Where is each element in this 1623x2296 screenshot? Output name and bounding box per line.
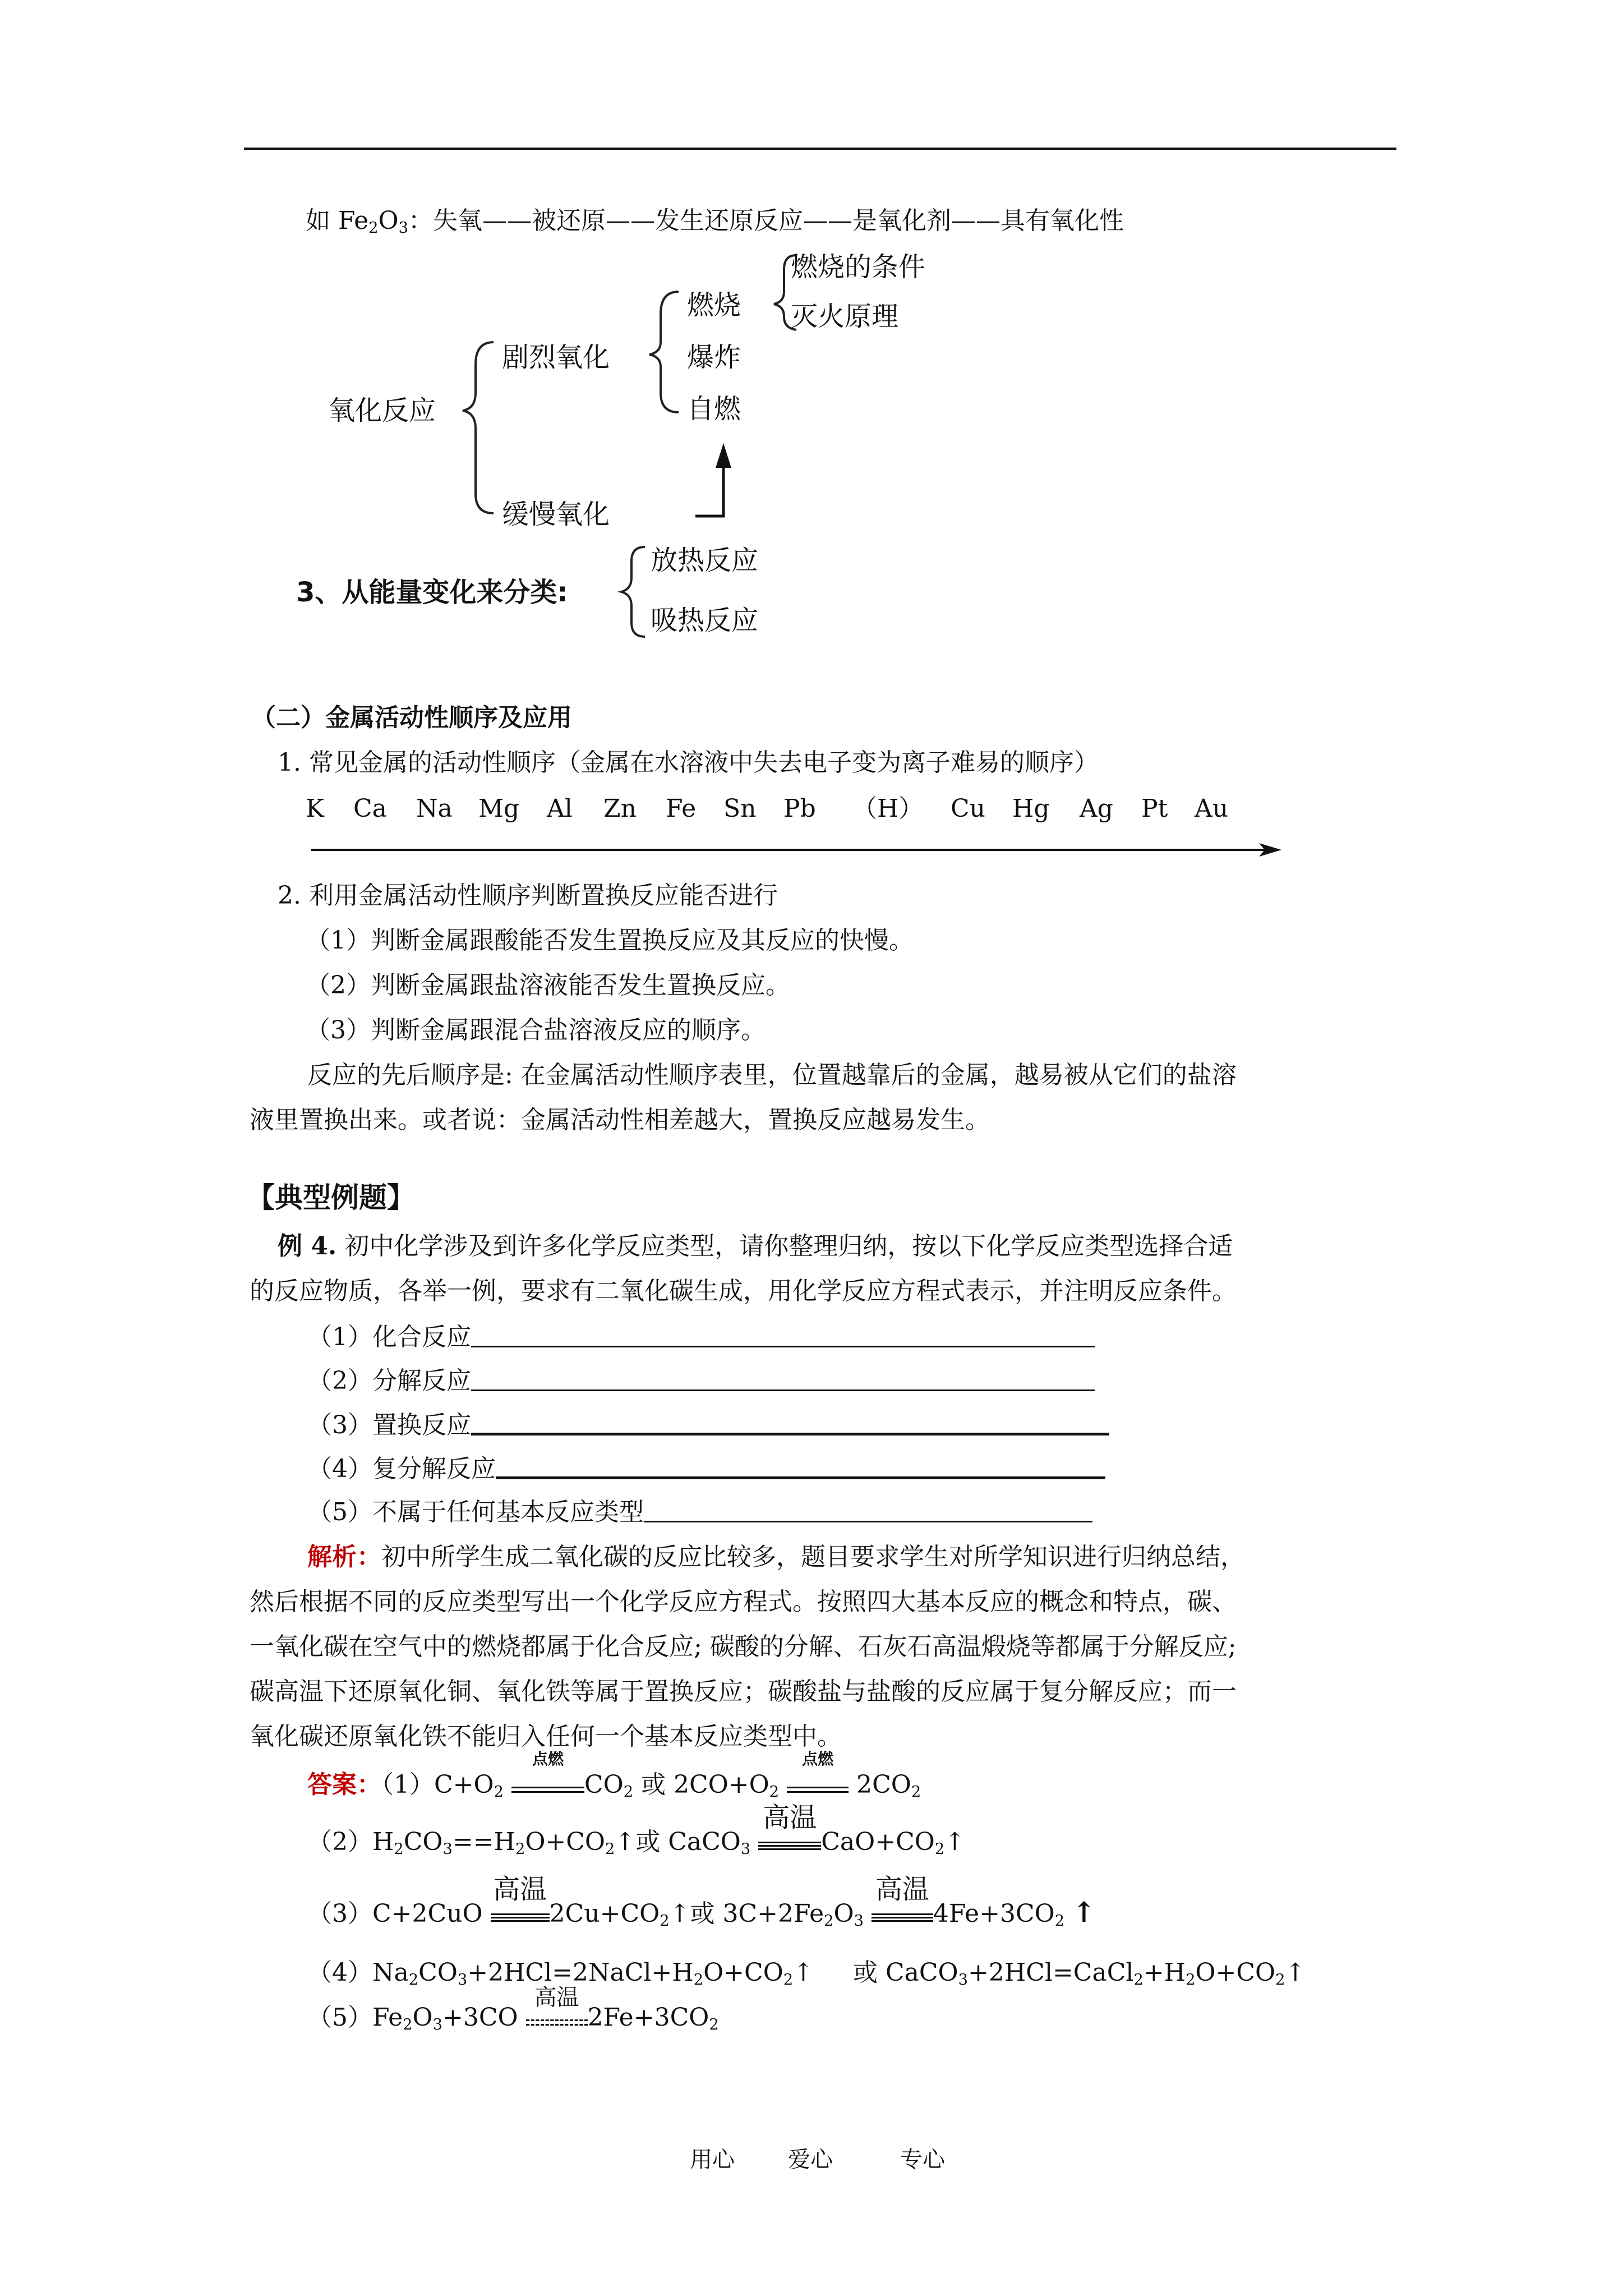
section2-para-line2: 液里置换出来。或者说：金属活动性相差越大，置换反应越易发生。 bbox=[250, 1106, 990, 1134]
examples-heading: 【典型例题】 bbox=[247, 1181, 415, 1214]
diagram-slow: 缓慢氧化 bbox=[502, 499, 610, 530]
metal-Fe: Fe bbox=[666, 794, 697, 823]
metal-Al: Al bbox=[547, 794, 573, 823]
condition-ignite-1: 点燃 bbox=[511, 1768, 584, 1793]
metal-Pt: Pt bbox=[1141, 794, 1168, 823]
section2-title: （二）金属活动性顺序及应用 bbox=[251, 703, 572, 732]
diagram-burning: 燃烧 bbox=[687, 289, 741, 321]
condition-high-temp-3b: 高温 bbox=[872, 1904, 933, 1922]
question-1: （1）化合反应 bbox=[307, 1325, 1095, 1350]
metal-Cu: Cu bbox=[951, 794, 986, 823]
metal-Ag: Ag bbox=[1080, 794, 1113, 823]
metal-Zn: Zn bbox=[603, 794, 637, 823]
analysis-line4: 碳高温下还原氧化铜、氧化铁等属于置换反应；碳酸盐与盐酸的反应属于复分解反应；而一 bbox=[250, 1677, 1237, 1706]
answer-5: $(5)Fe_2O_3+3CO$ 高温 $2Fe+3CO_2$ bbox=[307, 1985, 719, 2033]
footer-word-1: 用心 bbox=[690, 2147, 735, 2173]
energy-exothermic: 放热反应 bbox=[651, 545, 759, 576]
question-4: （4）复分解反应 bbox=[307, 1456, 1105, 1481]
energy-endothermic: 吸热反应 bbox=[651, 605, 759, 636]
activity-arrow bbox=[303, 839, 1290, 861]
metal-Mg: Mg bbox=[478, 794, 520, 823]
answer-3: （3）C+2CuO 高温 $2Cu+CO_2↑$或 $3C+2Fe_2O_3$ 高温 $4Fe+3CO_2$ ↑ bbox=[307, 1874, 1096, 1930]
metal-Sn: Sn bbox=[723, 794, 757, 823]
analysis-line3: 一氧化碳在空气中的燃烧都属于化合反应; 碳酸的分解、石灰石高温煅烧等都属于分解反应; bbox=[250, 1632, 1237, 1661]
example-line2: 的反应物质，各举一例，要求有二氧化碳生成，用化学反应方程式表示，并注明反应条件。 bbox=[250, 1277, 1237, 1305]
diagram-spontaneous: 自燃 bbox=[687, 393, 741, 425]
metal-Au: Au bbox=[1195, 794, 1229, 823]
answer-2: $(2)H_2CO_3==H_2O+CO_2↑$或 CaCO$_3$ 高温 $CaO+CO_2↑$ bbox=[307, 1802, 966, 1858]
section2-item1: 1. 常见金属的活动性顺序（金属在水溶液中失去电子变为离子难易的顺序） bbox=[278, 748, 1099, 777]
diagram-brackets bbox=[0, 0, 1623, 673]
section2-sub1: （1）判断金属跟酸能否发生置换反应及其反应的快慢。 bbox=[306, 926, 914, 955]
metal-Hg: Hg bbox=[1012, 794, 1050, 823]
question-3: （3）置换反应 bbox=[307, 1412, 1109, 1438]
diagram-burn-condition: 燃烧的条件 bbox=[791, 251, 926, 283]
condition-ignite-2: 点燃 bbox=[787, 1768, 849, 1793]
section2-item2: 2. 利用金属活动性顺序判断置换反应能否进行 bbox=[278, 881, 778, 910]
answer-4: $(4)Na_2CO_3+2HCl=2NaCl+H_2O+CO_2↑$ 或 $CaCO_3+2HCl=CaCl_2+H_2O+CO_2↑$ bbox=[307, 1958, 1306, 1989]
question-5: （5）不属于任何基本反应类型 bbox=[307, 1500, 1092, 1525]
energy-heading: 3、从能量变化来分类: bbox=[296, 577, 568, 608]
metal-K: K bbox=[306, 794, 324, 823]
metal-Ca: Ca bbox=[353, 794, 387, 823]
condition-high-temp-5: 高温 bbox=[526, 2007, 588, 2026]
section2-sub2: （2）判断金属跟盐溶液能否发生置换反应。 bbox=[306, 971, 790, 1000]
section2-sub3: （3）判断金属跟混合盐溶液反应的顺序。 bbox=[306, 1016, 766, 1045]
condition-high-temp-2: 高温 bbox=[758, 1832, 821, 1850]
answer-1: 答案：$(1)C+O_2$ 点燃 $CO_2$ 或 $2CO+O_2$ 点燃 $2CO_2$ bbox=[307, 1750, 921, 1801]
footer-word-3: 专心 bbox=[900, 2147, 945, 2173]
section2-para-line1: 反应的先后顺序是: 在金属活动性顺序表里，位置越靠后的金属，越易被从它们的盐溶 bbox=[307, 1061, 1237, 1089]
metal-Na: Na bbox=[416, 794, 453, 823]
footer-word-2: 爱心 bbox=[788, 2147, 833, 2173]
analysis-line2: 然后根据不同的反应类型写出一个化学反应方程式。按照四大基本反应的概念和特点，碳、 bbox=[250, 1588, 1237, 1616]
question-2: （2）分解反应 bbox=[307, 1369, 1095, 1393]
condition-high-temp-3a: 高温 bbox=[491, 1904, 550, 1922]
diagram-root: 氧化反应 bbox=[328, 395, 436, 426]
analysis-line5: 氧化碳还原氧化铁不能归入任何一个基本反应类型中。 bbox=[250, 1722, 842, 1751]
intro-line: 如 $Fe_2O_3$：失氧——被还原——发生还原反应——是氧化剂——具有氧化性 bbox=[306, 206, 1124, 237]
diagram-fire-principle: 灭火原理 bbox=[791, 301, 899, 332]
metal-H: （H） bbox=[852, 794, 924, 823]
diagram-vigorous: 剧烈氧化 bbox=[502, 342, 610, 373]
diagram-explosion: 爆炸 bbox=[687, 342, 741, 373]
analysis-line1: 解析：初中所学生成二氧化碳的反应比较多，题目要求学生对所学知识进行归纳总结， bbox=[307, 1543, 1245, 1571]
metal-Pb: Pb bbox=[783, 794, 816, 823]
example-line1: 例 4. 初中化学涉及到许多化学反应类型，请你整理归纳，按以下化学反应类型选择合适 bbox=[278, 1232, 1233, 1260]
